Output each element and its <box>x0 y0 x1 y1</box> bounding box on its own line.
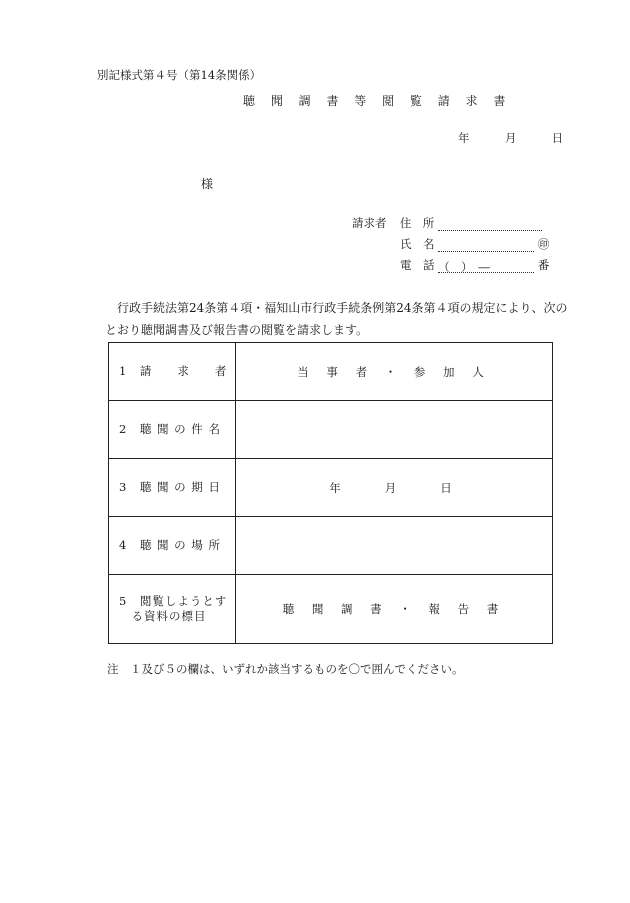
row-value-requester[interactable]: 当 事 者 ・ 参 加 人 <box>236 343 553 401</box>
requester-name-line <box>352 236 549 257</box>
addressee-suffix: 様 <box>201 177 214 191</box>
footnote: 注 １及び５の欄は、いずれか該当するものを〇で囲んでください。 <box>107 662 464 676</box>
name-field[interactable] <box>438 238 534 252</box>
date-month: 月 <box>504 131 517 145</box>
form-title: 聴 聞 調 書 等 閲 覧 請 求 書 <box>243 94 512 108</box>
date-day: 日 <box>551 131 564 145</box>
row-label-line2: る資料の標目 <box>119 609 207 623</box>
seal-mark: ㊞ <box>537 237 550 251</box>
row-value-hearing-subject[interactable] <box>236 401 553 459</box>
row-label-hearing-subject: 2 聴 聞 の 件 名 <box>109 401 236 459</box>
requester-block <box>352 215 549 278</box>
row-label-requester: 1 請 求 者 <box>109 343 236 401</box>
request-body-text: 行政手続法第24条第４項・福知山市行政手続条例第24条第４項の規定により、次のとおり聴聞調書及び報告書の閲覧を請求します。 <box>105 301 568 337</box>
phone-field[interactable] <box>438 259 534 273</box>
table-row <box>109 343 553 401</box>
row-value-hearing-date[interactable]: 年 月 日 <box>236 459 553 517</box>
phone-suffix: 番 <box>537 258 550 272</box>
table-row <box>109 575 553 644</box>
form-number-label: 別記様式第４号（第14条関係） <box>97 68 262 82</box>
name-label: 氏 名 <box>400 237 435 251</box>
phone-format: （ ） ― <box>438 260 490 274</box>
address-field[interactable] <box>438 217 542 231</box>
requester-address-line <box>352 215 549 236</box>
request-details-table <box>108 342 553 644</box>
row-label-line1: 5 閲覧しようとす <box>119 594 228 608</box>
table-row <box>109 401 553 459</box>
row-label-document-title <box>109 575 236 644</box>
requester-phone-line <box>352 257 549 278</box>
address-label: 住 所 <box>399 216 435 230</box>
row-value-hearing-place[interactable] <box>236 517 553 575</box>
row-label-hearing-date: 3 聴 聞 の 期 日 <box>109 459 236 517</box>
phone-label: 電 話 <box>400 258 435 272</box>
table-row <box>109 517 553 575</box>
date-line <box>458 130 563 146</box>
requester-role: 請求者 <box>352 216 387 230</box>
date-year: 年 <box>458 131 470 145</box>
table-row <box>109 459 553 517</box>
row-label-hearing-place: 4 聴 聞 の 場 所 <box>109 517 236 575</box>
row-value-document-title[interactable]: 聴 聞 調 書 ・ 報 告 書 <box>236 575 553 644</box>
